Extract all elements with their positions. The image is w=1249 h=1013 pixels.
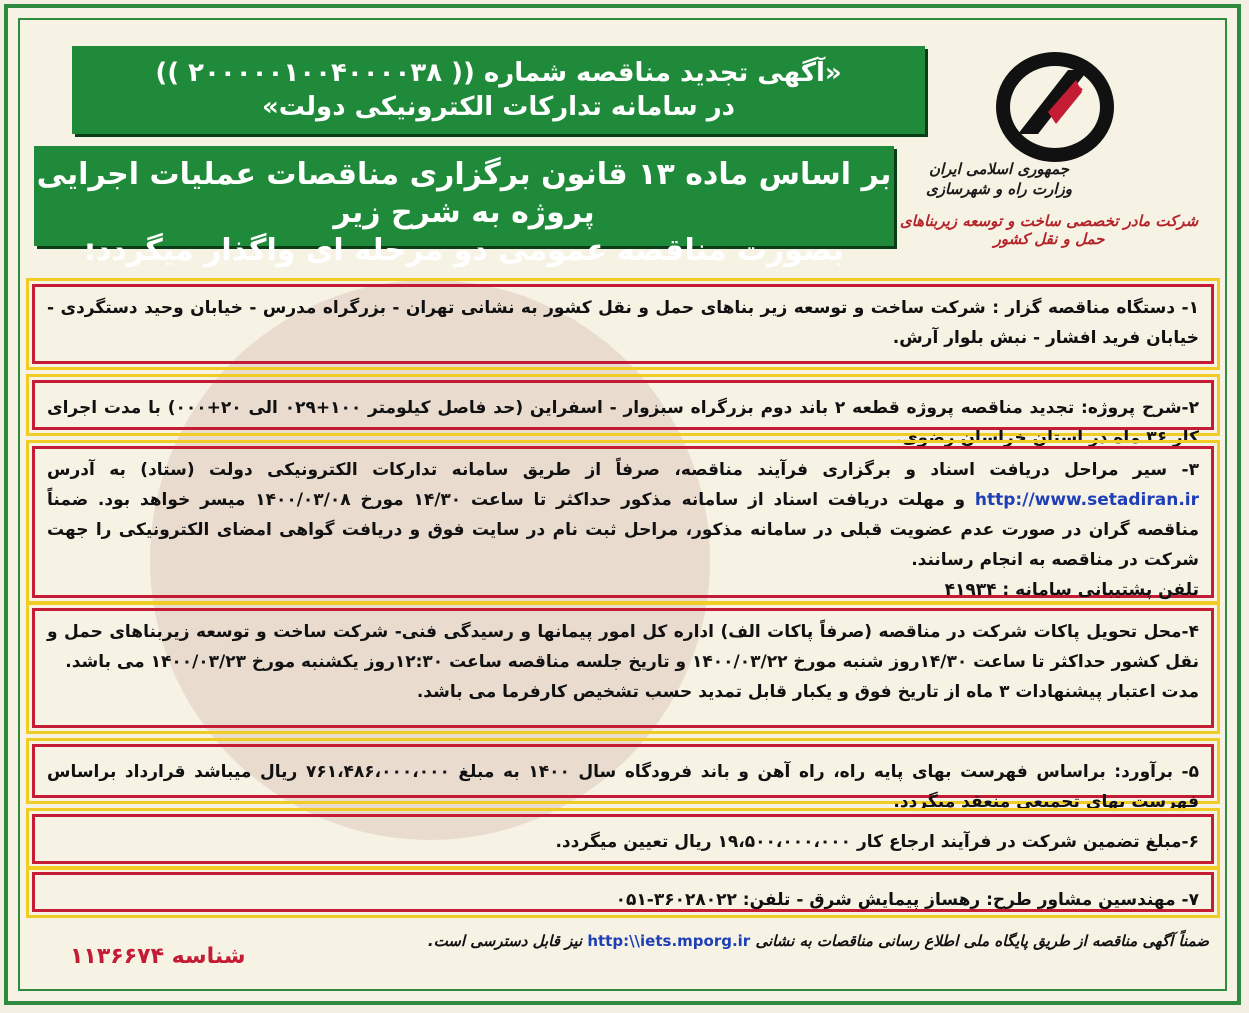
section-5-text: ۵- برآورد: براساس فهرست بهای پایه راه، راه آهن و باند فرودگاه سال ۱۴۰۰ به مبلغ ۷۶۱،۴۸۶،۰۰۰،۰۰۰ ریال میباشد قرارداد براساس فهرست بهای تجمیعی منعقد میگردد.: [47, 762, 1199, 812]
footer-note-b: نیز قابل دسترسی است.: [427, 932, 583, 950]
section-3-text-a: ۳- سیر مراحل دریافت اسناد و برگزاری فرآیند مناقصه، صرفاً از طریق سامانه تدارکات الکترونیکی دولت (ستاد) به آدرس: [47, 460, 1199, 480]
section-4-envelope-delivery: [26, 602, 1220, 734]
section-6-guarantee: [26, 808, 1220, 870]
section-7-consultant: [26, 866, 1220, 918]
section-2-text: ۲-شرح پروژه: تجدید مناقصه پروژه قطعه ۲ باند دوم بزرگراه سبزوار - اسفراین (حد فاصل کیلومتر ۱۰۰+۰۲۹ الی ۲۰+۰۰۰) با مدت اجرای کار ۳۶ ماه در استان خراسان رضوی.: [47, 398, 1199, 448]
section-3-document-process: [26, 440, 1220, 604]
tender-title-banner: [72, 46, 925, 134]
footer-note-a: ضمناً آگهی مناقصه از طریق پایگاه ملی اطلاع رسانی مناقصات به نشانی: [755, 932, 1209, 950]
tender-title-line2: در سامانه تدارکات الکترونیکی دولت»: [261, 92, 736, 122]
section-1-tender-organizer: [26, 278, 1220, 370]
section-7-text: ۷- مهندسین مشاور طرح: رهساز پیمایش شرق - تلفن: ۳۶۰۲۸۰۲۲-۰۵۱: [615, 890, 1199, 910]
section-1-text: ۱- دستگاه مناقصه گزار : شرکت ساخت و توسعه زیر بناهای حمل و نقل کشور به نشانی تهران - بزرگراه مدرس - خیابان وحید دستگردی - خیابان فرید افشار - نبش بلوار آرش.: [47, 298, 1199, 348]
section-6-text: ۶-مبلغ تضمین شرکت در فرآیند ارجاع کار ۱۹،۵۰۰،۰۰۰،۰۰۰ ریال تعیین میگردد.: [555, 832, 1199, 852]
section-4-text-a: ۴-محل تحویل پاکات شرکت در مناقصه (صرفاً پاکات الف) اداره کل امور پیمانها و رسیدگی فنی- شرکت ساخت و توسعه زیربناهای حمل و نقل کشور حداکثر تا ساعت ۱۴/۳۰روز شنبه مورخ ۱۴۰۰/۰۳/۲۲ و تاریخ جلسه مناقصه ساعت ۱۲:۳۰روز یکشنبه مورخ ۱۴۰۰/۰۳/۲۳ می باشد.: [47, 622, 1199, 672]
tender-subtitle-line1: بر اساس ماده ۱۳ قانون برگزاری مناقصات عملیات اجرایی پروژه به شرح زیر: [36, 157, 892, 230]
section-2-project-description: [26, 374, 1220, 448]
tender-subtitle-banner: [34, 146, 894, 268]
tender-title-line1: «آگهی تجدید مناقصه شماره (( ۲۰۰۰۰۰۱۰۰۴۰۰۰۰۳۸ )): [155, 58, 842, 88]
section-4-text-b: مدت اعتبار پیشنهادات ۳ ماه از تاریخ فوق و یکبار قابل تمدید حسب تشخیص کارفرما می باشد.: [416, 682, 1199, 702]
section-3-support-phone: تلفن پشتیبانی سامانه : ۴۱۹۳۴: [944, 580, 1199, 600]
ministry-logo-icon: [990, 52, 1120, 162]
tender-subtitle-line2: بصورت مناقصه عمومی دو مرحله ای واگذار میگردد:: [83, 233, 845, 268]
ad-id-label: شناسه ۱۱۳۶۶۷۴: [70, 944, 246, 969]
setadiran-link[interactable]: http://www.setadiran.ir: [974, 490, 1200, 510]
iets-link[interactable]: http:\\iets.mporg.ir: [587, 932, 751, 950]
footer-note: [309, 932, 1209, 950]
org-company-name: شرکت مادر تخصصی ساخت و توسعه زیربناهای حمل و نقل کشور: [899, 212, 1199, 248]
section-5-estimate: [26, 738, 1220, 812]
section-3-text-b: و مهلت دریافت اسناد از سامانه مذکور حداکثر تا ساعت ۱۴/۳۰ مورخ ۱۴۰۰/۰۳/۰۸ میسر خواهد بود. ضمناً مناقصه گران در صورت عدم عضویت قبلی در سامانه مذکور، مراحل ثبت نام در سایت فوق و دریافت گواهی امضای الکترونیکی را جهت شرکت در مناقصه به انجام رسانند.: [47, 490, 1199, 570]
org-country-name: جمهوری اسلامی ایران: [928, 160, 1070, 178]
org-ministry-name: وزارت راه و شهرسازی: [925, 180, 1073, 198]
